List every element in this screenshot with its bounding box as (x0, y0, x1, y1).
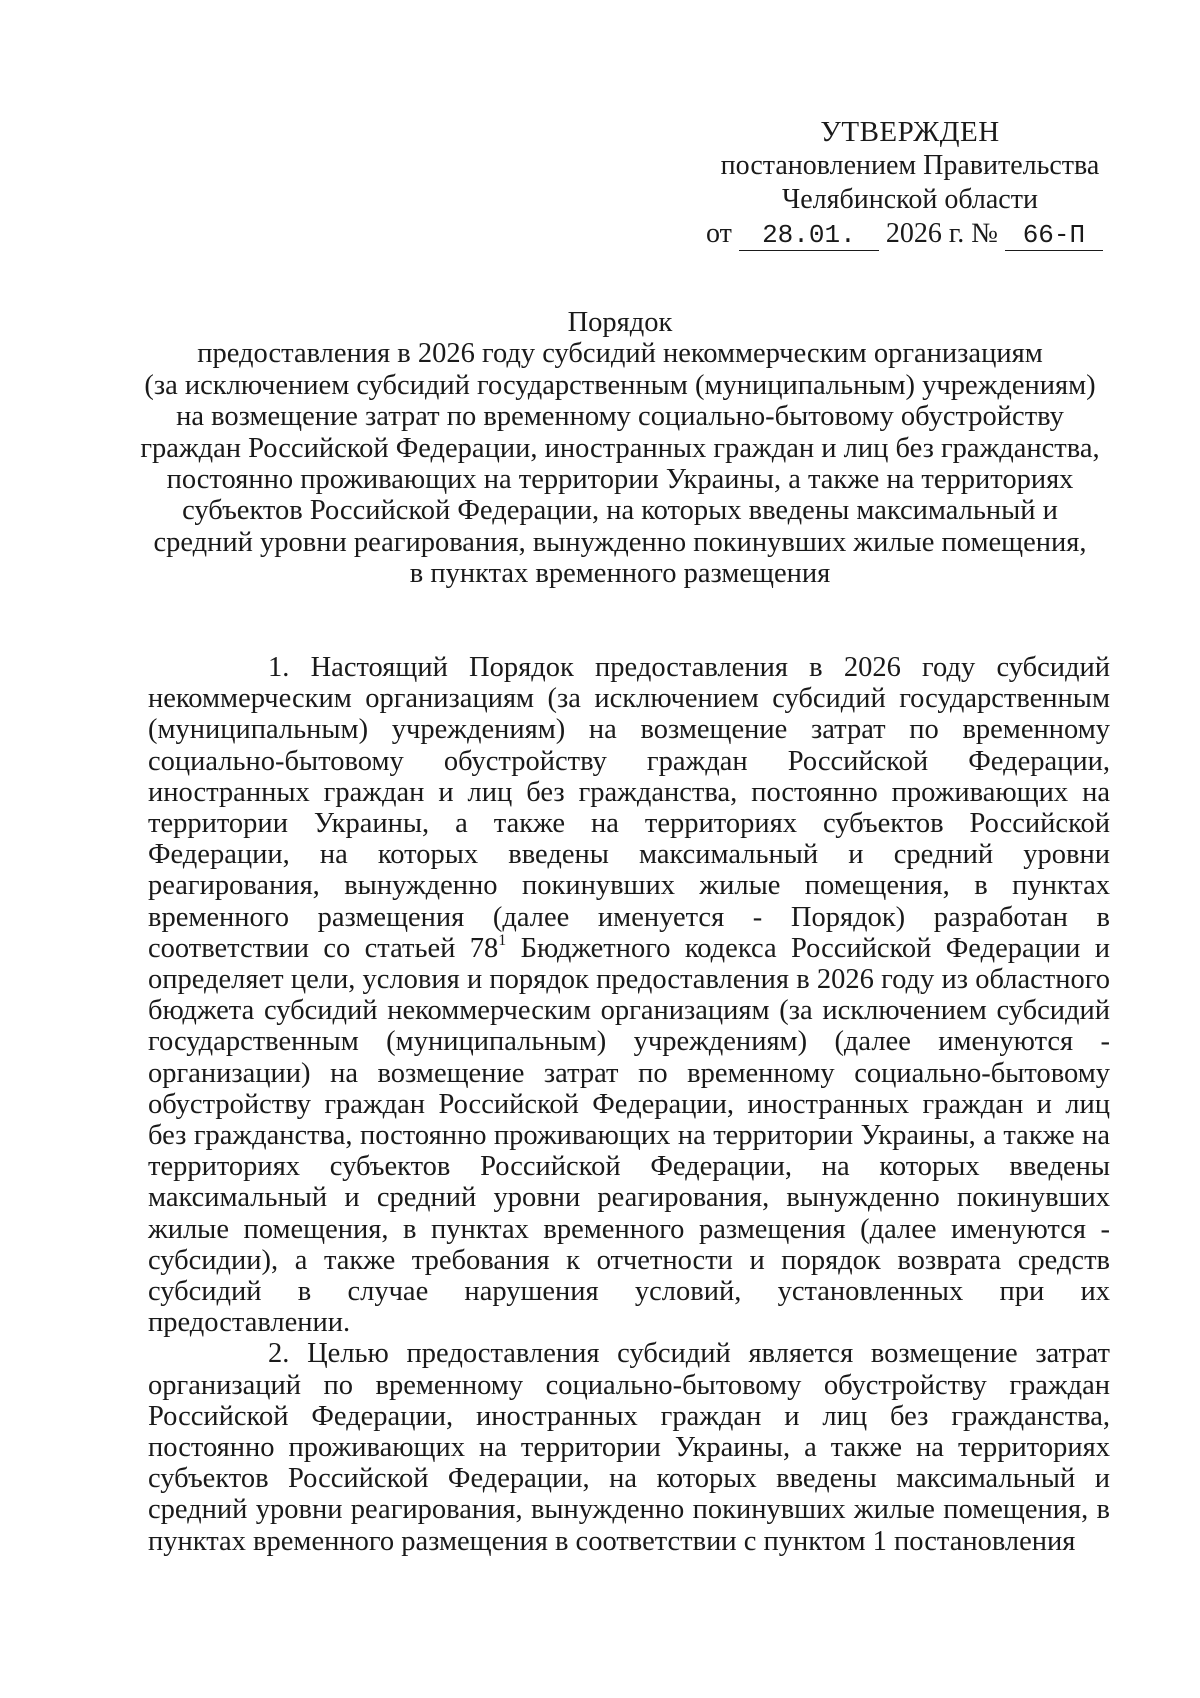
title-heading: Порядок (567, 307, 673, 338)
paragraph-2 (148, 1338, 1110, 1556)
footnote-superscript: 1 (498, 931, 507, 949)
document-title (140, 307, 1100, 590)
paragraph-number: 2. (268, 1338, 290, 1370)
approval-line-1: постановлением Правительства (720, 150, 1100, 181)
approval-heading: УТВЕРЖДЕН (820, 116, 1000, 148)
paragraph-text: Бюджетного кодекса Российской Федерации и определяет цели, условия и порядок предоставления в 2026 году из областного бюджета субсидий некоммерческим организациям (за исключением субсидий государственным (муниципальным) учреждениям) (далее именуются - организации) на возмещение затрат по временному социально-бытовому обустройству граждан Российской Федерации, иностранных граждан и лиц без гражданства, постоянно проживающих на территории Украины, а также на территориях субъектов Российской Федерации, на которых введены максимальный и средний уровни реагирования, вынужденно покинувших жилые помещения, в пунктах временного размещения (далее именуются - субсидии), а также требования к отчетности и порядок возврата средств субсидий в случае нарушения условий, установленных при их предоставлении. (148, 932, 1110, 1339)
title-line: в пунктах временного размещения (409, 558, 831, 590)
paragraph-text: Настоящий Порядок предоставления в 2026 году субсидий некоммерческим организациям (за исключением субсидий государственным (муниципальным) учреждениям) на возмещение затрат по временному социально-бытовому обустройству граждан Российской Федерации, иностранных граждан и лиц без гражданства, постоянно проживающих на территории Украины, а также на территориях субъектов Российской Федерации, на которых введены максимальный и средний уровни реагирования, вынужденно покинувших жилые помещения, в пунктах временного размещения (далее именуется - Порядок) разработан в соответствии со статьей 78 (148, 652, 1110, 964)
title-line: граждан Российской Федерации, иностранных граждан и лиц без гражданства, (140, 432, 1100, 464)
title-line: на возмещение затрат по временному социально-бытовому обустройству (176, 401, 1064, 433)
approval-year: 2026 г. (885, 218, 965, 249)
from-label: от (706, 218, 732, 249)
title-line: постоянно проживающих на территории Украины, а также на территориях (166, 464, 1074, 496)
paragraph-1 (148, 652, 1110, 1338)
number-label: № (971, 218, 998, 249)
approval-date: 28.01. (739, 220, 879, 251)
title-line: предоставления в 2026 году субсидий некоммерческим организациям (197, 338, 1043, 370)
document-body (148, 652, 1110, 1557)
title-line: (за исключением субсидий государственным (муниципальным) учреждениям) (144, 369, 1096, 401)
title-line: субъектов Российской Федерации, на которых введены максимальный и (182, 495, 1058, 527)
paragraph-text: Целью предоставления субсидий является возмещение затрат организаций по временному социально-бытовому обустройству граждан Российской Федерации, иностранных граждан и лиц без гражданства, постоянно проживающих на территории Украины, а также на территориях субъектов Российской Федерации, на которых введены максимальный и средний уровни реагирования, вынужденно покинувших жилые помещения, в пунктах временного размещения в соответствии с пунктом 1 постановления (148, 1338, 1110, 1557)
approval-block (700, 115, 1120, 251)
approval-date-line (706, 217, 1120, 251)
approval-number: 66-П (1005, 220, 1103, 251)
paragraph-number: 1. (268, 652, 290, 683)
title-line: средний уровни реагирования, вынужденно покинувших жилые помещения, (153, 526, 1087, 558)
approval-line-2: Челябинской области (782, 184, 1038, 215)
